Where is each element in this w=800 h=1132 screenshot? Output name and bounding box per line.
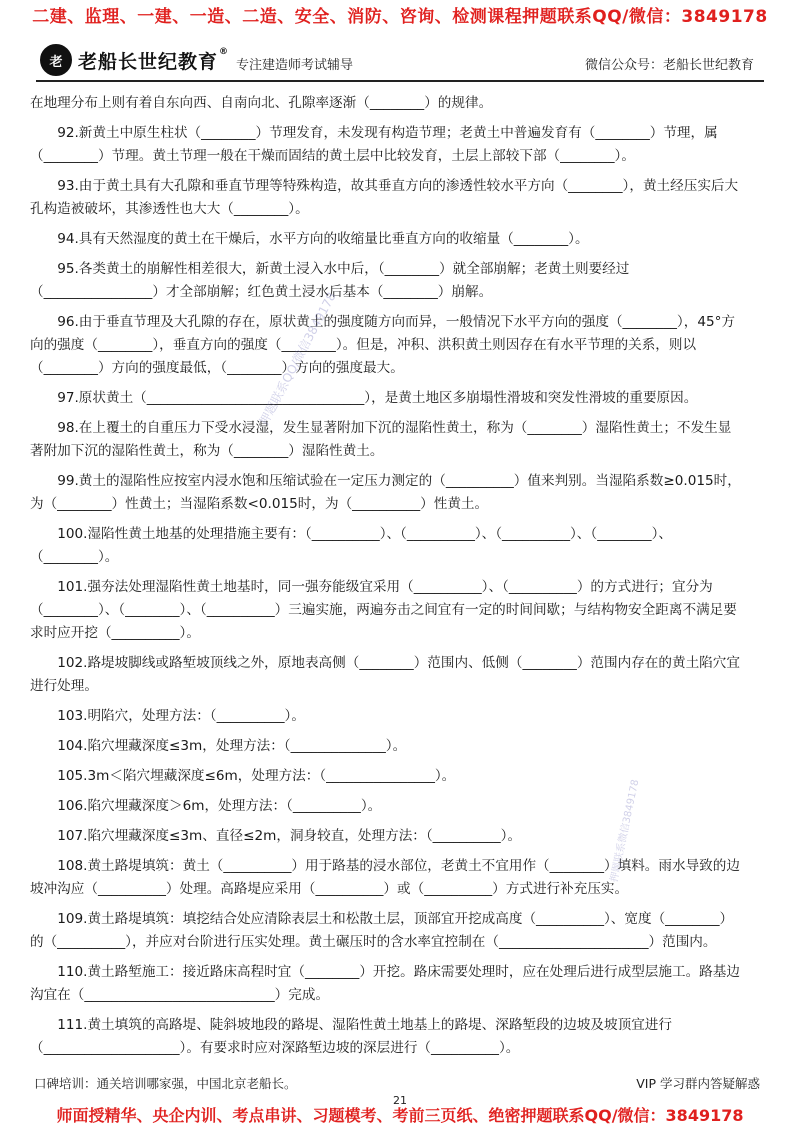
question-109: 109.黄土路堤填筑：填挖结合处应清除表层土和松散土层，顶部宜开挖成高度（__________）、宽度（________）的（__________），并应对台阶进行压实处理。黄土碾压时的含水率宜控制在（______________________）范围内。	[30, 911, 734, 950]
question-98: 98.在上覆土的自重压力下受水浸湿，发生显著附加下沉的湿陷性黄土，称为（________）湿陷性黄土；不发生显著附加下沉的湿陷性黄土，称为（________）湿陷性黄土。	[30, 420, 732, 459]
registered-mark: ®	[219, 46, 230, 57]
question-108: 108.黄土路堤填筑：黄土（__________）用于路基的浸水部位，老黄土不宜用作（________）填料。雨水导致的边坡冲沟应（__________）处理。高路堤应采用（__________）或（__________）方式进行补充压实。	[30, 858, 740, 897]
header-tagline: 专注建造师考试辅导	[236, 58, 354, 73]
watermark-diagonal: 押题联系QQ/微信3849178	[256, 289, 339, 428]
page-number: 21	[393, 1094, 407, 1107]
bottom-promo-banner: 师面授精华、央企内训、考点串讲、习题模考、考前三页纸、绝密押题联系QQ/微信：3849178	[56, 1106, 744, 1125]
footer-slogan: 口碑培训：通关培训哪家强，中国北京老船长。	[34, 1076, 297, 1091]
question-95: 95.各类黄土的崩解性相差很大，新黄土浸入水中后，（________）就全部崩解；老黄土则要经过（________________）才全部崩解；红色黄土浸水后基本（________）崩解。	[30, 261, 630, 300]
question-107: 107.陷穴埋藏深度≤3m、直径≤2m，洞身较直，处理方法：（__________）。	[57, 828, 522, 844]
question-105: 105.3m＜陷穴埋藏深度≤6m，处理方法：（________________）。	[57, 768, 456, 784]
document-body	[30, 92, 742, 1067]
question-101: 101.强夯法处理湿陷性黄土地基时，同一强夯能级宜采用（__________）、（__________）的方式进行；宜分为（________）、（________）、（__________）三遍实施，两遍夯击之间宜有一定的时间间歇；与结构物安全距离不满足要求时应开挖（__________）。	[30, 579, 737, 641]
question-102: 102.路堤坡脚线或路堑坡顶线之外，原地表高侧（________）范围内、低侧（________）范围内存在的黄土陷穴宜进行处理。	[30, 655, 740, 694]
question-94: 94.具有天然湿度的黄土在干燥后，水平方向的收缩量比垂直方向的收缩量（________）。	[57, 231, 589, 247]
question-103: 103.明陷穴，处理方法：（__________）。	[57, 708, 305, 724]
question-99: 99.黄土的湿陷性应按室内浸水饱和压缩试验在一定压力测定的（__________）值来判别。当湿陷系数≥0.015时，为（________）性黄土；当湿陷系数<0.015时，为（__________）性黄土。	[30, 473, 741, 512]
ship-logo-icon: 老	[40, 44, 72, 76]
logo-text	[78, 47, 229, 74]
header-wechat: 微信公众号：老船长世纪教育	[584, 58, 754, 73]
question-110: 110.黄土路堑施工：接近路床高程时宜（________）开挖。路床需要处理时，应在处理后进行成型层施工。路基边沟宜在（____________________________）完成。	[30, 964, 740, 1003]
logo-name: 老船长世纪教育	[78, 50, 219, 73]
question-92: 92.新黄土中原生柱状（________）节理发育，未发现有构造节理；老黄土中普遍发育有（________）节理，属（________）节理。黄土节理一般在干燥而固结的黄土层中比较发育，土层上部较下部（________）。	[30, 125, 718, 164]
logo	[40, 44, 229, 76]
paragraph-91-cont: 在地理分布上则有着自东向西、自南向北、孔隙率逐渐（________）的规律。	[30, 95, 493, 111]
question-96: 96.由于垂直节理及大孔隙的存在，原状黄土的强度随方向而异，一般情况下水平方向的强度（________），45°方向的强度（________），垂直方向的强度（________）。但是，冲积、洪积黄土则因存在有水平节理的关系，则以（________）方向的强度最低，（________）方向的强度最大。	[30, 314, 736, 376]
question-106: 106.陷穴埋藏深度＞6m，处理方法：（__________）。	[57, 798, 382, 814]
question-111: 111.黄土填筑的高路堤、陡斜坡地段的路堤、湿陷性黄土地基上的路堤、深路堑段的边坡及坡顶宜进行（____________________）。有要求时应对深路堑边坡的深层进行（__________）。	[30, 1017, 672, 1056]
question-104: 104.陷穴埋藏深度≤3m，处理方法：（______________）。	[57, 738, 407, 754]
watermark-vertical: 押题联系微信3849178	[608, 778, 642, 884]
question-97: 97.原状黄土（________________________________），是黄土地区多崩塌性滑坡和突发性滑坡的重要原因。	[57, 390, 698, 406]
top-promo-banner: 二建、监理、一建、一造、二造、安全、消防、咨询、检测课程押题联系QQ/微信：3849178	[32, 7, 768, 27]
question-100: 100.湿陷性黄土地基的处理措施主要有：（__________）、（__________）、（__________）、（________）、（________）。	[30, 526, 672, 565]
question-93: 93.由于黄土具有大孔隙和垂直节理等特殊构造，故其垂直方向的渗透性较水平方向（________），黄土经压实后大孔构造被破坏，其渗透性也大大（________）。	[30, 178, 739, 217]
page-header	[36, 42, 764, 82]
footer-vip: VIP 学习群内答疑解惑	[636, 1076, 760, 1091]
